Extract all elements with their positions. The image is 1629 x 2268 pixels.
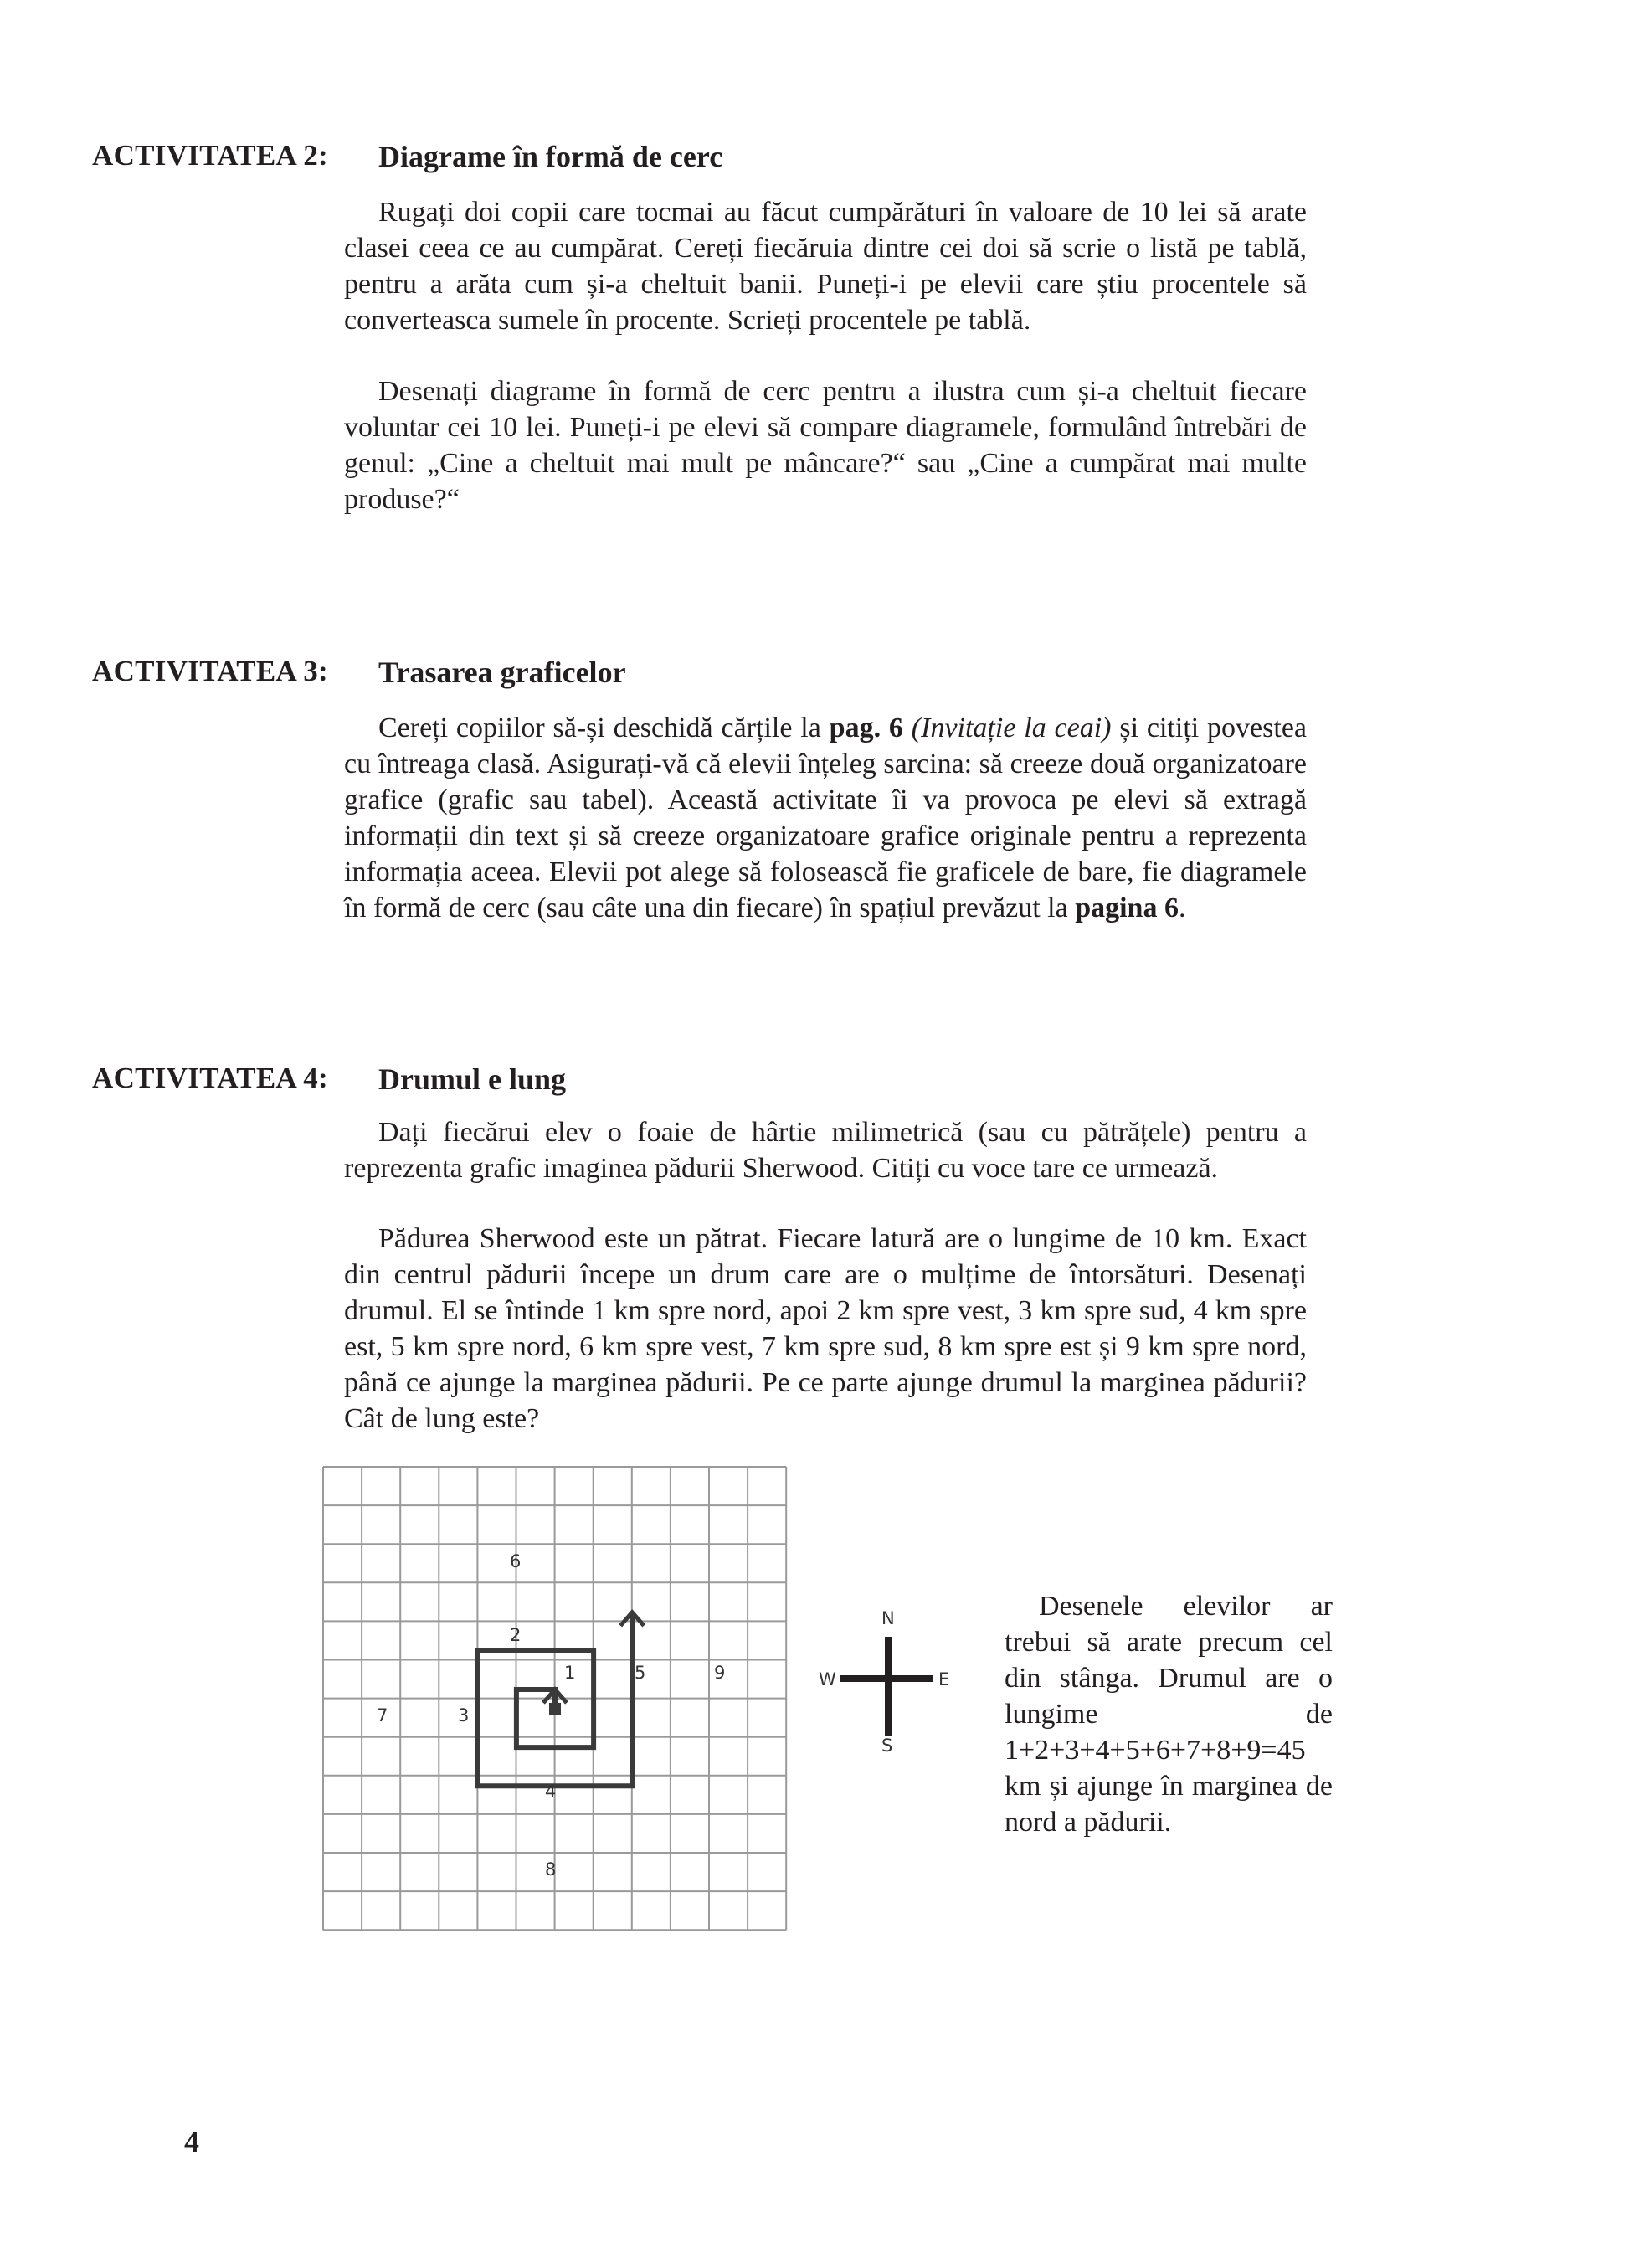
answer-text: Desenele elevilor ar trebui să arate precum cel din stânga. Drumul are o lungime de 1+2+3+4+5+6+7+8+9=45 km și ajunge în marginea de nord a pădurii.: [1005, 1591, 1333, 1838]
segment-label-5: 5: [635, 1663, 646, 1683]
story-title: (Invitație la ceai): [911, 712, 1112, 743]
page-reference: pag. 6: [829, 712, 903, 743]
page-reference-end: pagina 6: [1075, 892, 1179, 923]
segment-labels: [377, 1551, 725, 1880]
activity-4-title: Drumul e lung: [378, 1062, 567, 1096]
activity-2-paragraph-2: Desenați diagrame în formă de cerc pentru a ilustra cum și-a cheltuit fiecare voluntar cei 10 lei. Puneți-i pe elevi să compare diagramele, formulând întrebări de genul: „Cine a cheltuit mai mult pe mâncare?“ sau „Cine a cumpărat mai multe produse?“: [344, 376, 1307, 515]
activity-4-paragraph-2: Pădurea Sherwood este un pătrat. Fiecare latură are o lungime de 10 km. Exact din centrul pădurii începe un drum care are o mulțime de întorsături. Desenați drumul. El se întinde 1 km spre nord, apoi 2 km spre vest, 3 km spre sud, 4 km spre est, 5 km spre nord, 6 km spre vest, 7 km spre sud, 8 km spre est și 9 km spre nord, până ce ajunge la marginea pădurii. Pe ce parte ajunge drumul la marginea pădurii? Cât de lung este?: [344, 1223, 1307, 1434]
compass-east: E: [938, 1669, 950, 1689]
activity-4-label: ACTIVITATEA 4:: [92, 1062, 328, 1094]
start-point-marker: [549, 1703, 561, 1715]
page-number: 4: [184, 2125, 199, 2158]
activity-2-paragraph-1: Rugați doi copii care tocmai au făcut cumpărături în valoare de 10 lei să arate clasei ceea ce au cumpărat. Cereți fiecăruia dintre cei doi să scrie o listă pe tablă, pentru a arăta cum și-a cheltuit banii. Puneți-i pe elevii care știu procentele să converteasca sumele în procente. Scrieți procentele pe tablă.: [344, 197, 1307, 336]
activity-3-paragraph: Cereți copiilor să-și deschidă cărțile la pag. 6 (Invitație la ceai) și citiți povestea cu întreaga clasă. Asigurați-vă că elevii înțeleg sarcina: să creeze două organizatoare grafice (grafic sau tabel). Această activitate îi va provoca pe elevi să extragă informații din text și să creeze organizatoare grafice originale pentru a reprezenta informația aceea. Elevii pot alege să folosească fie graficele de bare, fie diagramele în formă de cerc (sau câte una din fiecare) în spațiul prevăzut la pagina 6.: [344, 712, 1308, 923]
segment-label-4: 4: [545, 1782, 557, 1802]
activity-2-label: ACTIVITATEA 2:: [92, 139, 328, 172]
segment-label-3: 3: [458, 1705, 470, 1725]
compass-west: W: [819, 1669, 836, 1689]
segment-label-7: 7: [377, 1705, 388, 1725]
activity-3-title: Trasarea graficelor: [378, 656, 626, 689]
segment-label-6: 6: [510, 1551, 522, 1571]
activity-4-paragraph-1: Dați fiecărui elev o foaie de hârtie milimetrică (sau cu pătrățele) pentru a reprezenta grafic imaginea pădurii Sherwood. Citiți cu voce tare ce urmează.: [344, 1117, 1307, 1184]
activity-3-label: ACTIVITATEA 3:: [92, 655, 328, 687]
segment-label-9: 9: [714, 1663, 726, 1683]
segment-label-8: 8: [545, 1859, 557, 1880]
compass-north: N: [881, 1608, 895, 1628]
activity-2-title: Diagrame în formă de cerc: [378, 140, 723, 173]
segment-label-1: 1: [564, 1663, 576, 1683]
compass-icon: [819, 1608, 949, 1756]
segment-label-2: 2: [510, 1625, 522, 1645]
compass-south: S: [881, 1736, 893, 1756]
